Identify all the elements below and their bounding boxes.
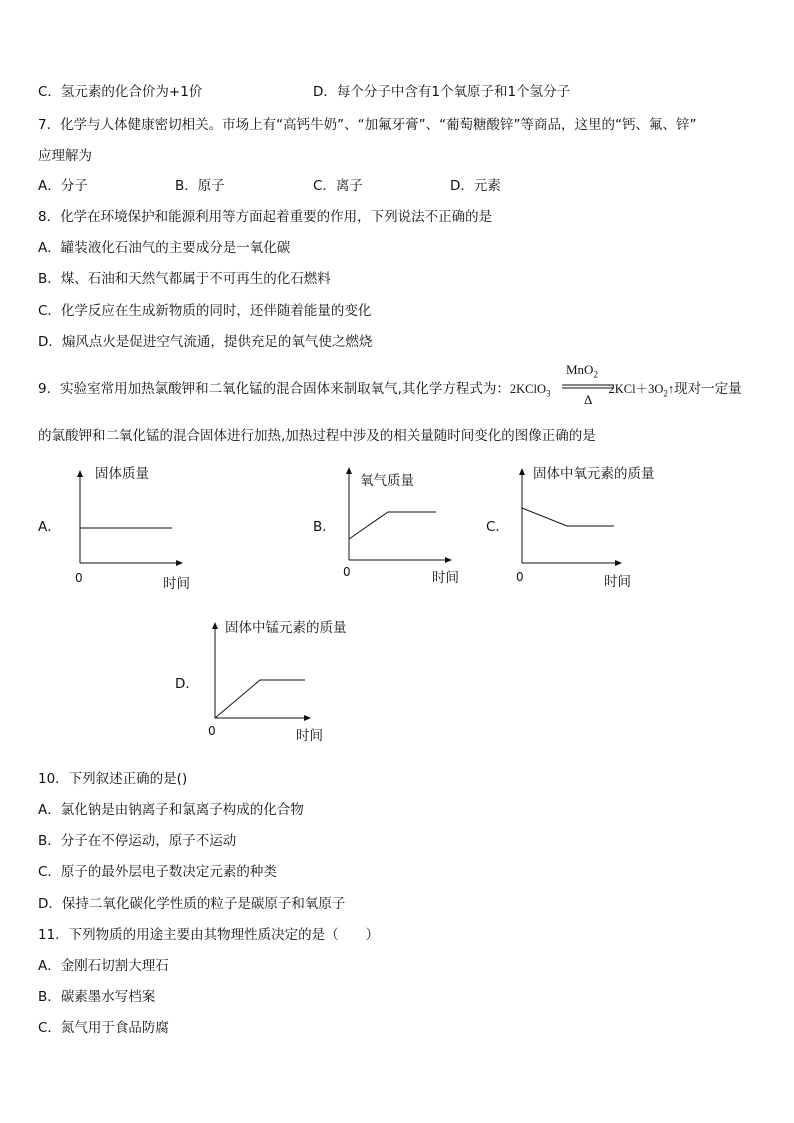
q9-graph-d (205, 622, 325, 722)
q9-graph-a (70, 470, 190, 570)
q10-option-b: B．分子在不停运动，原子不运动 (38, 833, 237, 849)
q10-option-a: A．氯化钠是由钠离子和氯离子构成的化合物 (38, 802, 304, 818)
q9-eq-heat: Δ (584, 392, 593, 407)
q9-graph-a-origin: 0 (75, 571, 83, 585)
q10-option-c: C．原子的最外层电子数决定元素的种类 (38, 864, 277, 880)
q9-stem-pre: 9．实验室常用加热氯酸钾和二氧化锰的混合固体来制取氧气,其化学方程式为： (38, 381, 510, 397)
q9-eq-left: 2KClO$_3$ (509, 382, 551, 399)
q7-option-a: A．分子 (38, 178, 88, 194)
q9-graph-c-curve (522, 508, 614, 526)
q9-graph-b-label: B． (313, 519, 336, 535)
q9-graph-c (512, 468, 632, 568)
q9-graph-c-ylabel: 固体中氧元素的质量 (533, 466, 655, 482)
q9-graph-d-origin: 0 (208, 724, 216, 738)
q11-stem: 11．下列物质的用途主要由其物理性质决定的是（ ） (38, 927, 380, 943)
q7-stem-line2: 应理解为 (38, 148, 92, 164)
q7-option-c: C．离子 (313, 178, 363, 194)
q9-graph-c-xlabel: 时间 (604, 574, 631, 590)
q11-option-c: C．氮气用于食品防腐 (38, 1020, 169, 1036)
q9-stem-line2: 的氯酸钾和二氧化锰的混合固体进行加热,加热过程中涉及的相关量随时间变化的图像正确的是 (38, 428, 596, 444)
q9-graph-b-curve (349, 512, 436, 539)
q9-graph-c-origin: 0 (516, 570, 524, 584)
q9-graph-d-ylabel: 固体中锰元素的质量 (225, 620, 347, 636)
q9-stem-line1 (38, 380, 742, 403)
q8-option-d: D．煽风点火是促进空气流通，提供充足的氧气使之燃烧 (38, 334, 373, 350)
q7-option-d: D．元素 (450, 178, 501, 194)
q8-stem: 8．化学在环境保护和能源利用等方面起着重要的作用，下列说法不正确的是 (38, 209, 493, 225)
q9-graph-d-label: D． (175, 676, 199, 692)
q8-option-b: B．煤、石油和天然气都属于不可再生的化石燃料 (38, 271, 331, 287)
q9-eq-catalyst: MnO$_2$ (566, 362, 598, 380)
q6-option-d: D．每个分子中含有1个氧原子和1个氢分子 (313, 84, 571, 100)
q9-graph-a-label: A． (38, 519, 61, 535)
q9-eq-right: $2KCl+3O_2↑$ (608, 382, 675, 399)
q9-graph-a-ylabel: 固体质量 (95, 466, 149, 482)
q11-option-b: B．碳素墨水写档案 (38, 989, 156, 1005)
q7-option-b: B．原子 (175, 178, 225, 194)
q9-stem-post: 现对一定量 (674, 381, 742, 397)
q9-graph-d-xlabel: 时间 (296, 728, 323, 744)
q10-stem: 10．下列叙述正确的是() (38, 771, 188, 787)
q9-graph-a-xlabel: 时间 (163, 576, 190, 592)
q10-option-d: D．保持二氧化碳化学性质的粒子是碳原子和氧原子 (38, 896, 346, 912)
q9-graph-c-label: C． (486, 519, 509, 535)
q8-option-a: A．罐装液化石油气的主要成分是一氧化碳 (38, 240, 291, 256)
q6-option-c: C．氢元素的化合价为+1价 (38, 84, 203, 100)
q9-graph-b (338, 467, 458, 567)
q9-graph-d-curve (215, 680, 305, 718)
q9-graph-b-origin: 0 (343, 565, 351, 579)
q9-eq-double-line (562, 384, 614, 390)
q9-graph-b-xlabel: 时间 (432, 570, 459, 586)
q9-graph-b-ylabel: 氧气质量 (360, 473, 414, 489)
q8-option-c: C．化学反应在生成新物质的同时，还伴随着能量的变化 (38, 303, 372, 319)
q11-option-a: A．金刚石切割大理石 (38, 958, 169, 974)
q7-stem-line1: 7．化学与人体健康密切相关。市场上有“高钙牛奶”、“加氟牙膏”、“葡萄糖酸锌”等商品，这里的“钙、氟、锌” (38, 117, 697, 133)
